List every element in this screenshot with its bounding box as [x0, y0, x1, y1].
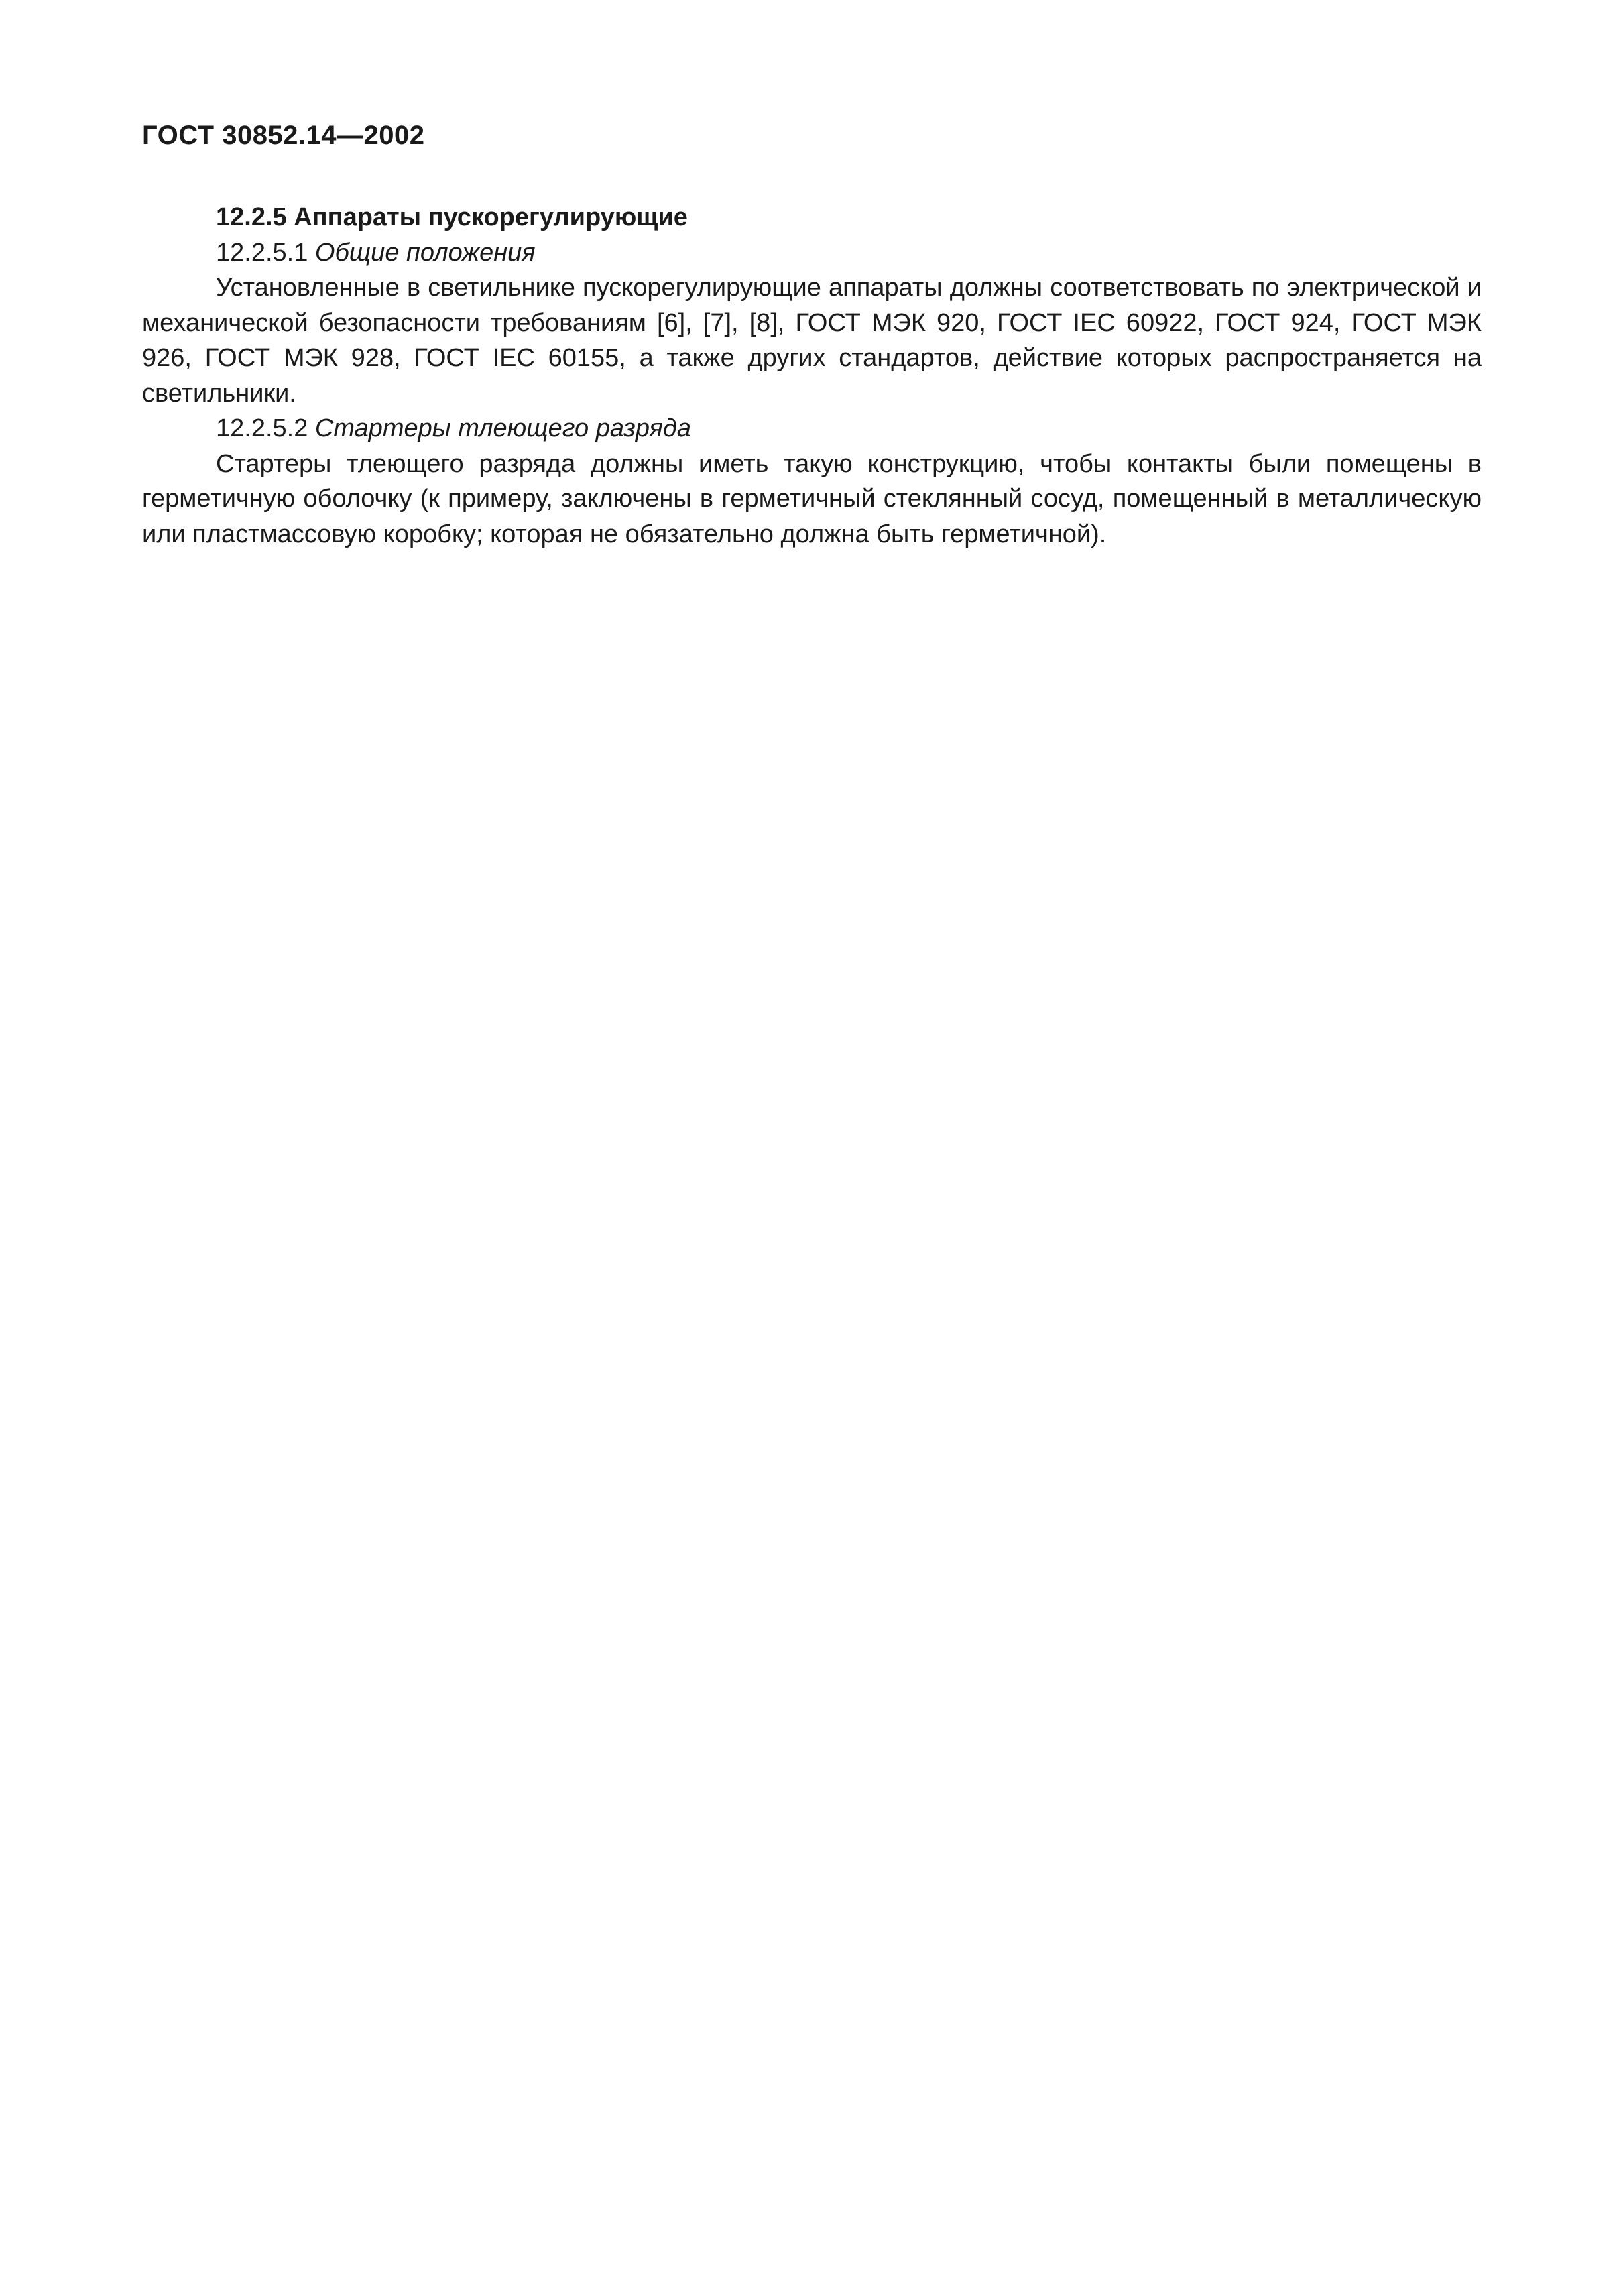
section-12-2-5-2-heading: [142, 411, 1482, 446]
section-12-2-5-1-number: 12.2.5.1: [216, 238, 308, 267]
section-12-2-5-2-title: Стартеры тлеющего разряда: [314, 414, 691, 442]
section-12-2-5-title: Аппараты пускорегулирующие: [294, 203, 688, 231]
section-12-2-5-2-paragraph: Стартеры тлеющего разряда должны иметь такую конструкцию, чтобы контакты были помещены в герметичную оболочку (к примеру, заключены в герметичный стеклянный сосуд, помещенный в металлическую или пластмассовую коробку; которая не обязательно должна быть герметичной).: [142, 449, 1482, 548]
page-header: ГОСТ 30852.14—2002: [142, 121, 425, 150]
document-body: [142, 200, 1482, 552]
section-12-2-5-2-number: 12.2.5.2: [216, 414, 308, 442]
section-12-2-5-number: 12.2.5: [216, 203, 287, 231]
section-12-2-5-1-paragraph: Установленные в светильнике пускорегулирующие аппараты должны соответствовать по электрической и механической безопасности требованиям [6], [7], [8], ГОСТ МЭК 920, ГОСТ IEC 60922, ГОСТ 924, ГОСТ МЭК 926, ГОСТ МЭК 928, ГОСТ IEC 60155, а также других стандартов, действие которых распространяется на светильники.: [142, 274, 1482, 408]
section-12-2-5-1-title: Общие положения: [314, 238, 536, 267]
section-12-2-5-1-heading: [142, 235, 1482, 271]
section-12-2-5-heading: [142, 200, 1482, 235]
